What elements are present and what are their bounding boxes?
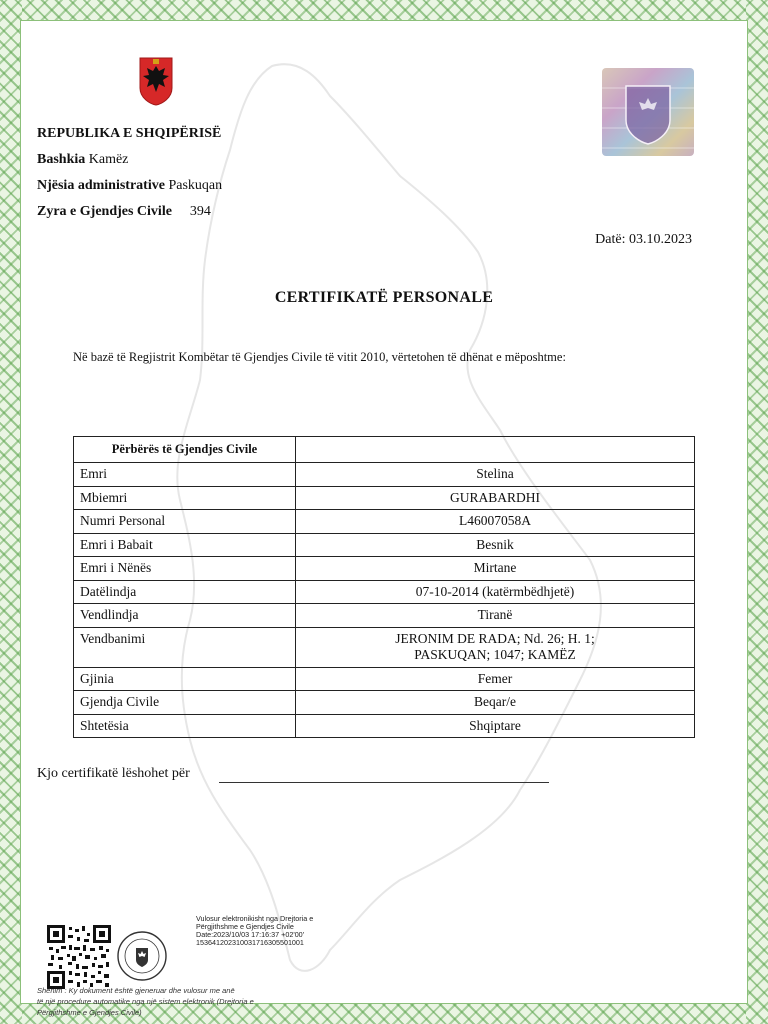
office-line [37,204,211,220]
row-label-gender: Gjinia [74,667,296,691]
esig-line-2: Përgjithshme e Gjendjes Civile [196,922,294,931]
row-value-residence [296,627,695,667]
esig-line-1: Vulosur elektronikisht nga Drejtoria e [196,914,314,923]
table-row [74,580,695,604]
table-row [74,533,695,557]
esig-line-3: Date:2023/10/03 17:16:37 +02'00' [196,930,305,939]
table-row [74,557,695,581]
table-row [74,667,695,691]
row-value-birth-place: Tiranë [296,604,695,628]
row-value-first-name: Stelina [296,463,695,487]
issued-for-blank-line [219,782,549,783]
note-line-1: Shënim : Ky dokument është gjeneruar dhe vulosur me anë [37,986,235,995]
row-value-father-name: Besnik [296,533,695,557]
table-header-empty [296,437,695,463]
row-label-civil-status: Gjendja Civile [74,691,296,715]
row-label-surname: Mbiemri [74,486,296,510]
row-label-mother-name: Emri i Nënës [74,557,296,581]
residence-line-1: JERONIM DE RADA; Nd. 26; H. 1; [395,631,595,646]
table-row [74,463,695,487]
row-label-residence: Vendbanimi [74,627,296,667]
office-label: Zyra e Gjendjes Civile [37,204,172,219]
row-label-father-name: Emri i Babait [74,533,296,557]
note-line-2: të një procedure automatike nga një sistem elektronik (Drejtoria e [37,997,254,1006]
row-label-birth-date: Datëlindja [74,580,296,604]
office-number: 394 [189,204,211,219]
row-label-birth-place: Vendlindja [74,604,296,628]
table-header-row [74,437,695,463]
hologram-seal-icon [602,68,694,156]
table-row [74,604,695,628]
table-header: Përbërës të Gjendjes Civile [74,437,296,463]
residence-line-2: PASKUQAN; 1047; KAMËZ [414,647,576,662]
table-row [74,486,695,510]
table-row [74,714,695,738]
row-label-first-name: Emri [74,463,296,487]
row-label-personal-number: Numri Personal [74,510,296,534]
footer-note [37,985,254,1018]
row-value-citizenship: Shqiptare [296,714,695,738]
official-stamp-icon [116,930,168,982]
table-row [74,627,695,667]
row-value-surname: GURABARDHI [296,486,695,510]
civil-status-table [73,436,695,738]
unit-value: Paskuqan [168,178,223,193]
row-value-personal-number: L46007058A [296,510,695,534]
table-row [74,691,695,715]
issued-for-label: Kjo certifikatë lëshohet për [37,766,190,781]
row-value-birth-date: 07-10-2014 (katërmbëdhjetë) [296,580,695,604]
municipality-value: Kamëz [88,152,129,167]
municipality-label: Bashkia [37,152,86,167]
intro-text: Në bazë të Regjistrit Kombëtar të Gjendjes Civile të vitit 2010, vërtetohen të dhënat e mëposhtme: [73,350,566,364]
municipality-line [37,152,128,168]
esig-line-4: 15364120231003171630550100​1 [196,938,304,947]
unit-label: Njësia administrative [37,178,165,193]
document-title: CERTIFIKATË PERSONALE [274,289,494,306]
note-line-3: Përgjithshme e Gjendjes Civile) [37,1008,142,1017]
albanian-emblem-icon [138,56,174,106]
row-value-gender: Femer [296,667,695,691]
republic-heading: REPUBLIKA E SHQIPËRISË [37,126,222,141]
unit-line [37,178,222,194]
table-row [74,510,695,534]
row-value-civil-status: Beqar/e [296,691,695,715]
qr-code-icon [47,925,111,989]
row-label-citizenship: Shtetësia [74,714,296,738]
issue-date: Datë: 03.10.2023 [595,232,692,247]
electronic-signature-block [196,915,313,947]
row-value-mother-name: Mirtane [296,557,695,581]
